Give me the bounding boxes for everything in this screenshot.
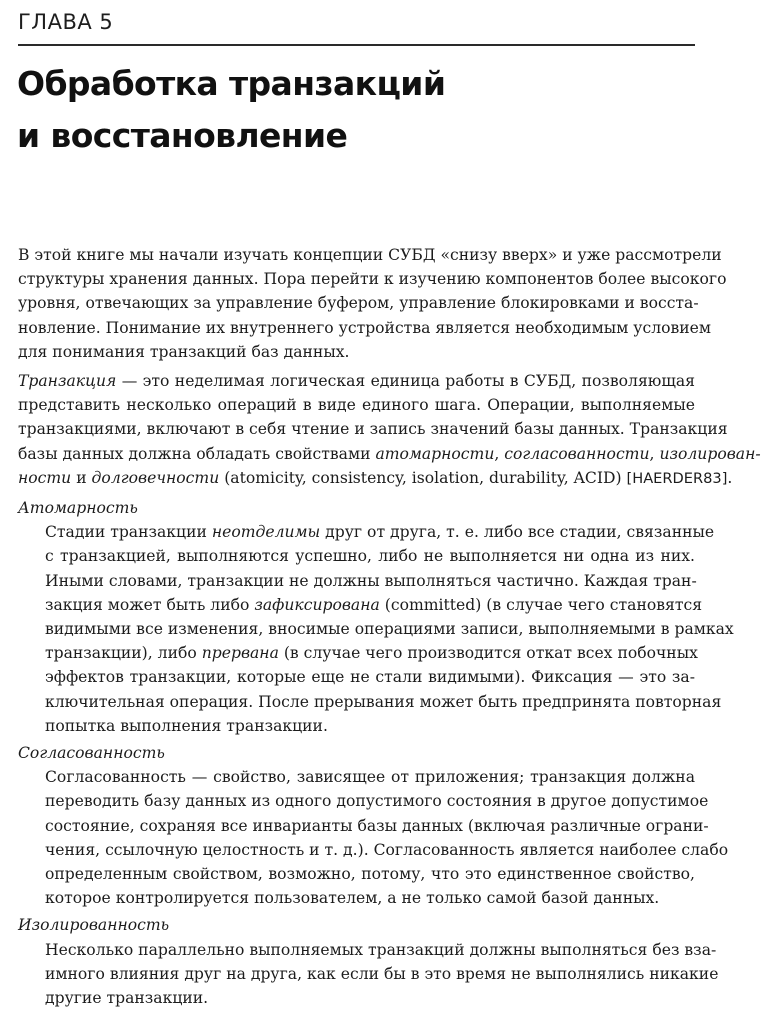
- text-line: [45, 641, 698, 665]
- text-span: (committed) (в случае чего становятся: [379, 595, 703, 614]
- text-line: [45, 520, 715, 544]
- term-isolation-end: ности: [18, 468, 72, 487]
- text-line: чения, ссылочную целостность и т. д.). Согласованность является наиболее слабо: [45, 840, 729, 859]
- consistency-heading: Согласованность: [18, 744, 165, 763]
- term-consistency: согласованности: [504, 444, 650, 463]
- text-line: Согласованность — свойство, зависящее от приложения; транзакция должна: [45, 768, 695, 787]
- text-span: (atomicity, consistency, isolation, durability, ACID): [219, 468, 627, 487]
- text-line: видимыми все изменения, вносимые операциями записи, выполняемыми в рамках: [45, 620, 734, 639]
- text-line: [18, 466, 733, 491]
- title-line: Обработка транзакций: [17, 64, 446, 103]
- chapter-title: [17, 58, 677, 162]
- text-line: [18, 442, 761, 466]
- text-span: ,: [494, 444, 505, 463]
- text-span: неотделимы: [211, 523, 321, 542]
- text-line: для понимания транзакций баз данных.: [18, 342, 350, 361]
- text-span: (в случае чего производится откат всех побочных: [278, 644, 698, 663]
- atomicity-heading: Атомарность: [18, 499, 138, 518]
- text-span: — это неделимая логическая единица работы в СУБД, позволяющая: [116, 372, 695, 391]
- text-line: попытка выполнения транзакции.: [45, 716, 328, 735]
- text-line: Несколько параллельно выполняемых транзакций должны выполняться без вза-: [45, 940, 717, 959]
- text-span: и: [71, 468, 92, 487]
- text-span: Стадии транзакции: [45, 523, 212, 542]
- text-span: базы данных должна обладать свойствами: [18, 444, 376, 463]
- isolation-body: [45, 938, 719, 1011]
- text-line: имного влияния друг на друга, как если бы в это время не выполнялись никакие: [45, 964, 719, 983]
- text-line: Иными словами, транзакции не должны выполняться частично. Каждая тран-: [45, 571, 697, 590]
- term-durability: долговечности: [91, 468, 220, 487]
- text-line: транзакциями, включают в себя чтение и запись значений базы данных. Транзакция: [18, 420, 728, 439]
- term-transaction: Транзакция: [18, 372, 117, 391]
- text-span: друг от друга, т. е. либо все стадии, связанные: [320, 523, 715, 542]
- text-span: транзакции), либо: [45, 644, 202, 663]
- atomicity-body: [45, 520, 734, 738]
- text-line: новление. Понимание их внутреннего устройства является необходимым условием: [18, 318, 712, 337]
- citation: [HAERDER83]: [626, 469, 728, 487]
- intro-paragraph: [18, 243, 727, 364]
- text-line: [45, 593, 703, 617]
- definition-paragraph: [18, 369, 761, 491]
- isolation-heading: Изолированность: [18, 916, 170, 935]
- term-atomicity: атомарности: [375, 444, 495, 463]
- text-line: определенным свойством, возможно, потому, что это единственное свойство,: [45, 865, 695, 884]
- header-rule: [18, 44, 695, 46]
- text-span: .: [727, 468, 733, 487]
- text-line: уровня, отвечающих за управление буфером, управление блокировками и восста-: [18, 294, 699, 313]
- text-span: зафиксирована: [254, 595, 380, 614]
- text-line: другие транзакции.: [45, 989, 209, 1008]
- text-line: эффектов транзакции, которые еще не стали видимыми). Фиксация — это за-: [45, 668, 695, 687]
- text-line: состояние, сохраняя все инварианты базы данных (включая различные ограни-: [45, 816, 709, 835]
- text-line: структуры хранения данных. Пора перейти к изучению компонентов более высокого: [18, 270, 727, 289]
- text-line: [18, 369, 695, 393]
- text-line: представить несколько операций в виде единого шага. Операции, выполняемые: [18, 396, 695, 415]
- text-line: переводить базу данных из одного допустимого состояния в другое допустимое: [45, 792, 709, 811]
- text-span: прервана: [201, 644, 279, 663]
- text-line: ключительная операция. После прерывания может быть предпринята повторная: [45, 692, 722, 711]
- text-span: ,: [649, 444, 660, 463]
- title-line: и восстановление: [17, 116, 348, 155]
- body-text: [18, 243, 761, 1013]
- text-line: которое контролируется пользователем, а не только самой базой данных.: [45, 889, 660, 908]
- chapter-label: ГЛАВА 5: [18, 10, 114, 34]
- consistency-body: [45, 765, 729, 910]
- term-isolation: изолирован-: [659, 444, 761, 463]
- text-span: закция может быть либо: [45, 595, 255, 614]
- text-line: с транзакцией, выполняются успешно, либо не выполняется ни одна из них.: [45, 547, 695, 566]
- text-line: В этой книге мы начали изучать концепции СУБД «снизу вверх» и уже рассмотрели: [18, 246, 722, 264]
